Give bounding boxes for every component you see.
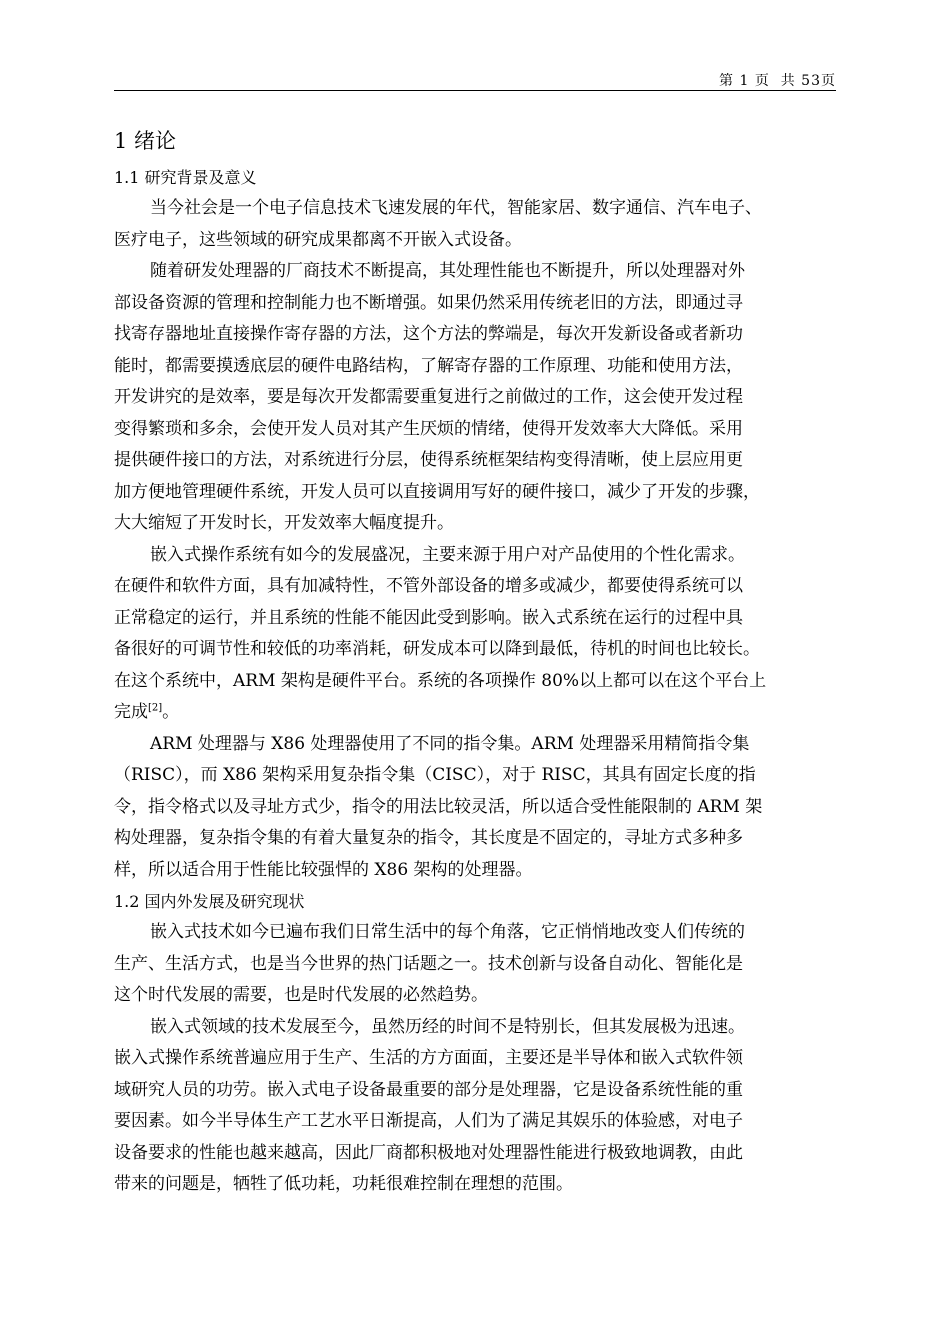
- paragraph-text: 完成: [114, 702, 148, 722]
- paragraph-line: 这个时代发展的需要，也是时代发展的必然趋势。: [114, 985, 488, 1005]
- page-number: 第 1 页 共 53页: [719, 73, 836, 89]
- document-body: [114, 120, 849, 1201]
- paragraph-line: 在这个系统中，ARM 架构是硬件平台。系统的各项操作 80%以上都可以在这个平台上: [114, 670, 767, 691]
- paragraph-line: 样，所以适合用于性能比较强悍的 X86 架构的处理器。: [114, 859, 533, 880]
- paragraph-line: 嵌入式领域的技术发展至今，虽然历经的时间不是特别长，但其发展极为迅速。: [150, 1016, 745, 1037]
- paragraph-line: 带来的问题是，牺牲了低功耗，功耗很难控制在理想的范围。: [114, 1174, 573, 1194]
- paragraph-line: 嵌入式操作系统普遍应用于生产、生活的方方面面，主要还是半导体和嵌入式软件领: [114, 1048, 743, 1068]
- paragraph-text: 。: [162, 702, 180, 722]
- page-header: [114, 68, 836, 91]
- paragraph-line: 加方便地管理硬件系统，开发人员可以直接调用写好的硬件接口，减少了开发的步骤，: [114, 481, 760, 502]
- paragraph-line: 构处理器，复杂指令集的有着大量复杂的指令，其长度是不固定的，寻址方式多种多: [114, 828, 743, 848]
- citation-ref[interactable]: [2]: [148, 702, 163, 714]
- paragraph-line: 变得繁琐和多余，会使开发人员对其产生厌烦的情绪，使得开发效率大大降低。采用: [114, 418, 743, 439]
- paragraph: [114, 540, 849, 729]
- chapter-title: 1 绪论: [114, 129, 177, 153]
- paragraph: [114, 729, 849, 887]
- paragraph-line: （RISC），而 X86 架构采用复杂指令集（CISC），对于 RISC，其具有固定长度的指: [114, 765, 756, 785]
- paragraph: [114, 256, 849, 540]
- paragraph: [114, 1012, 849, 1201]
- section-heading-1-1: 1.1 研究背景及意义: [114, 168, 257, 187]
- paragraph-line: 随着研发处理器的厂商技术不断提高，其处理性能也不断提升，所以处理器对外: [150, 261, 745, 281]
- paragraph-line: 令，指令格式以及寻址方式少，指令的用法比较灵活，所以适合受性能限制的 ARM 架: [114, 796, 763, 817]
- paragraph-line: 医疗电子，这些领域的研究成果都离不开嵌入式设备。: [114, 229, 522, 250]
- paragraph-line: 部设备资源的管理和控制能力也不断增强。如果仍然采用传统老旧的方法，即通过寻: [114, 292, 743, 313]
- paragraph-line: 备很好的可调节性和较低的功率消耗，研发成本可以降到最低，待机的时间也比较长。: [114, 639, 760, 659]
- paragraph-line: 要因素。如今半导体生产工艺水平日渐提高，人们为了满足其娱乐的体验感，对电子: [114, 1111, 743, 1131]
- paragraph-line: 提供硬件接口的方法，对系统进行分层，使得系统框架结构变得清晰，使上层应用更: [114, 450, 743, 470]
- paragraph: [114, 917, 849, 1012]
- paragraph-line: 嵌入式技术如今已遍布我们日常生活中的每个角落，它正悄悄地改变人们传统的: [150, 922, 745, 942]
- paragraph-line: 大大缩短了开发时长，开发效率大幅度提升。: [114, 513, 454, 533]
- paragraph-line: 嵌入式操作系统有如今的发展盛况，主要来源于用户对产品使用的个性化需求。: [150, 544, 745, 565]
- paragraph-line-with-citation: [114, 697, 849, 729]
- paragraph-line: ARM 处理器与 X86 处理器使用了不同的指令集。ARM 处理器采用精简指令集: [150, 733, 750, 754]
- paragraph-line: 当今社会是一个电子信息技术飞速发展的年代，智能家居、数字通信、汽车电子、: [150, 198, 762, 218]
- paragraph-line: 在硬件和软件方面，具有加减特性，不管外部设备的增多或减少，都要使得系统可以: [114, 576, 743, 596]
- paragraph: [114, 193, 849, 256]
- paragraph-line: 正常稳定的运行，并且系统的性能不能因此受到影响。嵌入式系统在运行的过程中具: [114, 607, 743, 628]
- paragraph-line: 域研究人员的功劳。嵌入式电子设备最重要的部分是处理器，它是设备系统性能的重: [114, 1079, 743, 1100]
- paragraph-line: 能时，都需要摸透底层的硬件电路结构，了解寄存器的工作原理、功能和使用方法，: [114, 355, 743, 376]
- paragraph-line: 找寄存器地址直接操作寄存器的方法，这个方法的弊端是，每次开发新设备或者新功: [114, 324, 743, 344]
- paragraph-line: 设备要求的性能也越来越高，因此厂商都积极地对处理器性能进行极致地调教，由此: [114, 1142, 743, 1163]
- paragraph-line: 生产、生活方式，也是当今世界的热门话题之一。技术创新与设备自动化、智能化是: [114, 953, 743, 974]
- paragraph-line: 开发讲究的是效率，要是每次开发都需要重复进行之前做过的工作，这会使开发过程: [114, 387, 743, 407]
- section-heading-1-2: 1.2 国内外发展及研究现状: [114, 892, 305, 911]
